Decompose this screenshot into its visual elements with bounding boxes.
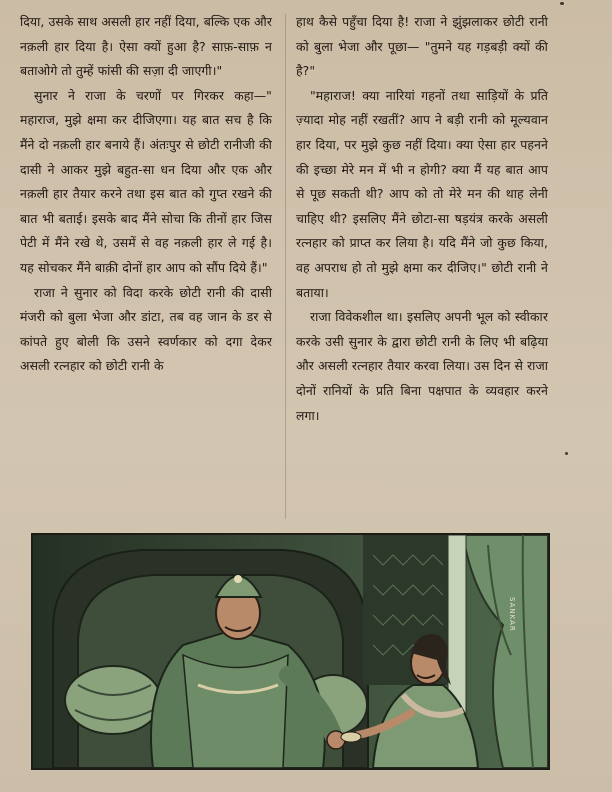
king-and-goldsmith-image	[33, 535, 548, 768]
ink-speck	[560, 2, 564, 5]
left-text-column	[20, 10, 272, 379]
right-text-column	[296, 10, 548, 428]
right-paragraph-1: हाथ कैसे पहुँचा दिया है! राजा ने झुंझलाकर छोटी रानी को बुला भेजा और पूछा— "तुमने यह गड़बड़ी क्यों की है?"	[296, 14, 548, 79]
left-paragraph-1: दिया, उसके साथ असली हार नहीं दिया, बल्कि एक और नक़ली हार दिया है। ऐसा क्यों हुआ है? साफ़-साफ़ न बताओगे तो तुम्हें फांसी की सज़ा दी जाएगी।"	[20, 14, 272, 79]
column-divider	[285, 14, 286, 519]
story-illustration	[31, 533, 550, 770]
left-paragraph-3: राजा ने सुनार को विदा करके छोटी रानी की दासी मंजरी को बुला भेजा और डांटा, तब वह जान के डर से कांपते हुए बोली कि उसने स्वर्णकार को दगा देकर असली रत्नहार को छोटी रानी के	[20, 284, 272, 374]
artist-signature: SANKAR	[508, 597, 516, 632]
right-paragraph-2: "महाराज! क्या नारियां गहनों तथा साड़ियों के प्रति ज़्यादा मोह नहीं रखतीं? आप ने बड़ी रानी को मूल्यवान हार दिया, पर मुझे कुछ नहीं दिया। क्या ऐसा हार पहनने की इच्छा मेरे मन में भी न होगी? क्या मैं यह बात आप से पूछ सकती थी? आप को तो मेरे मन की थाह लेनी चाहिए थी? इसलिए मैंने छोटा-सा षड़यंत्र करके असली रत्नहार को प्राप्त कर लिया है। यदि मैंने जो कुछ किया, वह अपराध हो तो मुझे क्षमा कर दीजिए।" छोटी रानी ने बताया।	[296, 87, 548, 300]
right-paragraph-3: राजा विवेकशील था। इसलिए अपनी भूल को स्वीकार करके उसी सुनार के द्वारा छोटी रानी के लिए भी बढ़िया और असली रत्नहार तैयार करवा लिया। उस दिन से राजा दोनों रानियों के प्रति बिना पक्षपात के व्यवहार करने लगा।	[296, 309, 548, 423]
left-paragraph-2: सुनार ने राजा के चरणों पर गिरकर कहा—" महाराज, मुझे क्षमा कर दीजिएगा। यह बात सच है कि मैंने दो नक़ली हार बनाये हैं। अंतःपुर से छोटी रानीजी की दासी ने आकर मुझे बहुत-सा धन दिया और एक और नक़ली हार तैयार करने तथा इस बात को गुप्त रखने की बात भी बताई। इसके बाद मैंने सोचा कि तीनों हार जिस पेटी में मैंने रखे थे, उसमें से वह नक़ली हार ले गई है। यह सोचकर मैंने बाक़ी दोनों हार आप को सौंप दिये हैं।"	[20, 87, 272, 275]
ink-speck	[565, 452, 568, 455]
